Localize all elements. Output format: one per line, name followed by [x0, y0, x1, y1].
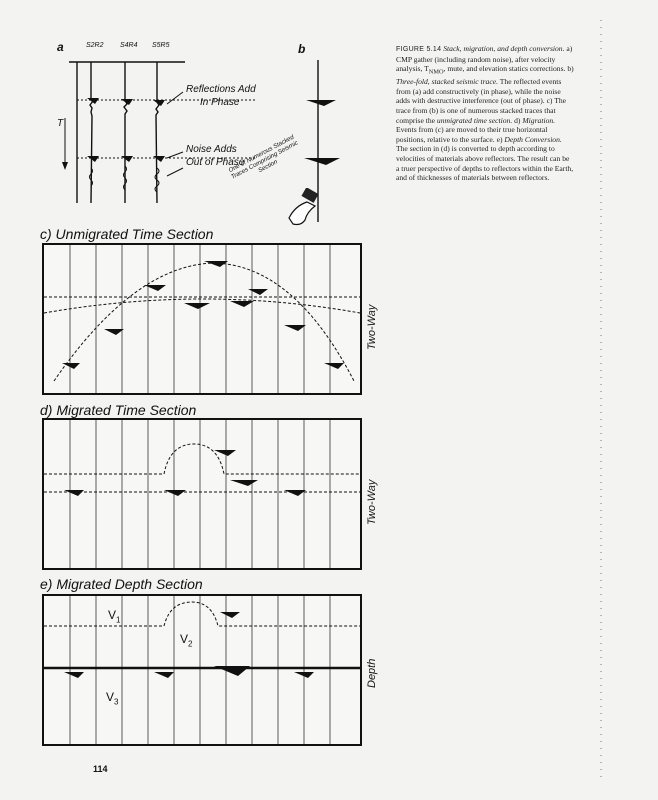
trace-label-2: S4R4	[120, 42, 138, 49]
time-axis-label: T	[57, 118, 64, 129]
figure-a-label: a	[57, 40, 64, 54]
caption-part-e-head: e)	[496, 134, 503, 144]
caption-part-e: The section in (d) is converted to depth according to velocities of materials above reflectors. The result can be a truer perspective of depths to reflectors within the Earth, and of thicknesses of materials between reflectors.	[396, 144, 574, 183]
caption-part-b-ital: Three-fold, stacked seismic trace.	[396, 77, 498, 87]
pointing-hand-icon	[285, 188, 325, 230]
section-d-axis-label: Two-Way	[366, 479, 378, 525]
caption-part-a: a) CMP gather (including random noise), after velocity analysis, T	[396, 44, 573, 74]
caption-part-c: c) The trace from (b) is one of numerous stacked traces that comprise the	[396, 96, 567, 125]
caption-part-d-head: d)	[514, 115, 521, 125]
figure-number: FIGURE 5.14	[396, 46, 442, 53]
section-c-title: c) Unmigrated Time Section	[40, 226, 214, 242]
figure-b-label: b	[298, 42, 306, 56]
caption-part-d-ital: Migration.	[522, 115, 556, 125]
caption-part-a-sub: NMO	[428, 68, 444, 76]
caption-part-d: Events from (c) are moved to their true horizontal positions, relative to the surface.	[396, 125, 548, 144]
in-phase-label: In Phase	[200, 97, 240, 108]
v1-label: $V_1$	[108, 608, 121, 625]
caption-part-a-end: , mute, and elevation statics corrections.	[443, 64, 566, 74]
caption-part-e-ital: Depth Conversion.	[504, 134, 562, 144]
v3-label: $V_3$	[106, 690, 119, 707]
section-c-axis-label: Two-Way	[366, 304, 378, 350]
noise-adds-label: Noise Adds	[186, 144, 237, 155]
page-number: 114	[93, 764, 108, 774]
stacked-trace-note: One of Numerous Stacked Traces Comprising Seismic Section	[227, 133, 300, 181]
figure-caption	[396, 44, 574, 183]
migrated-time-section	[42, 418, 362, 570]
trace-label-1: S2R2	[86, 42, 104, 49]
caption-part-c-ital: unmigrated time section.	[436, 115, 513, 125]
trace-label-3: S5R5	[152, 42, 170, 49]
unmigrated-time-section	[42, 243, 362, 395]
v2-label: $V_2$	[180, 632, 193, 649]
caption-part-b-head: b)	[567, 64, 574, 74]
reflections-add-label: Reflections Add	[186, 84, 256, 95]
section-e-axis-label: Depth	[366, 658, 378, 688]
binding-edge	[596, 0, 606, 800]
section-d-title: d) Migrated Time Section	[40, 402, 197, 418]
caption-part-b: The reflected events from (a) add constructively (in phase), while the noise adds with destructive interference (out of phase).	[396, 77, 562, 106]
section-e-title: e) Migrated Depth Section	[40, 576, 203, 592]
migrated-depth-section	[42, 594, 362, 746]
out-of-phase-label: Out of Phase	[186, 157, 245, 168]
figure-title: Stack, migration, and depth conversion.	[443, 44, 565, 53]
